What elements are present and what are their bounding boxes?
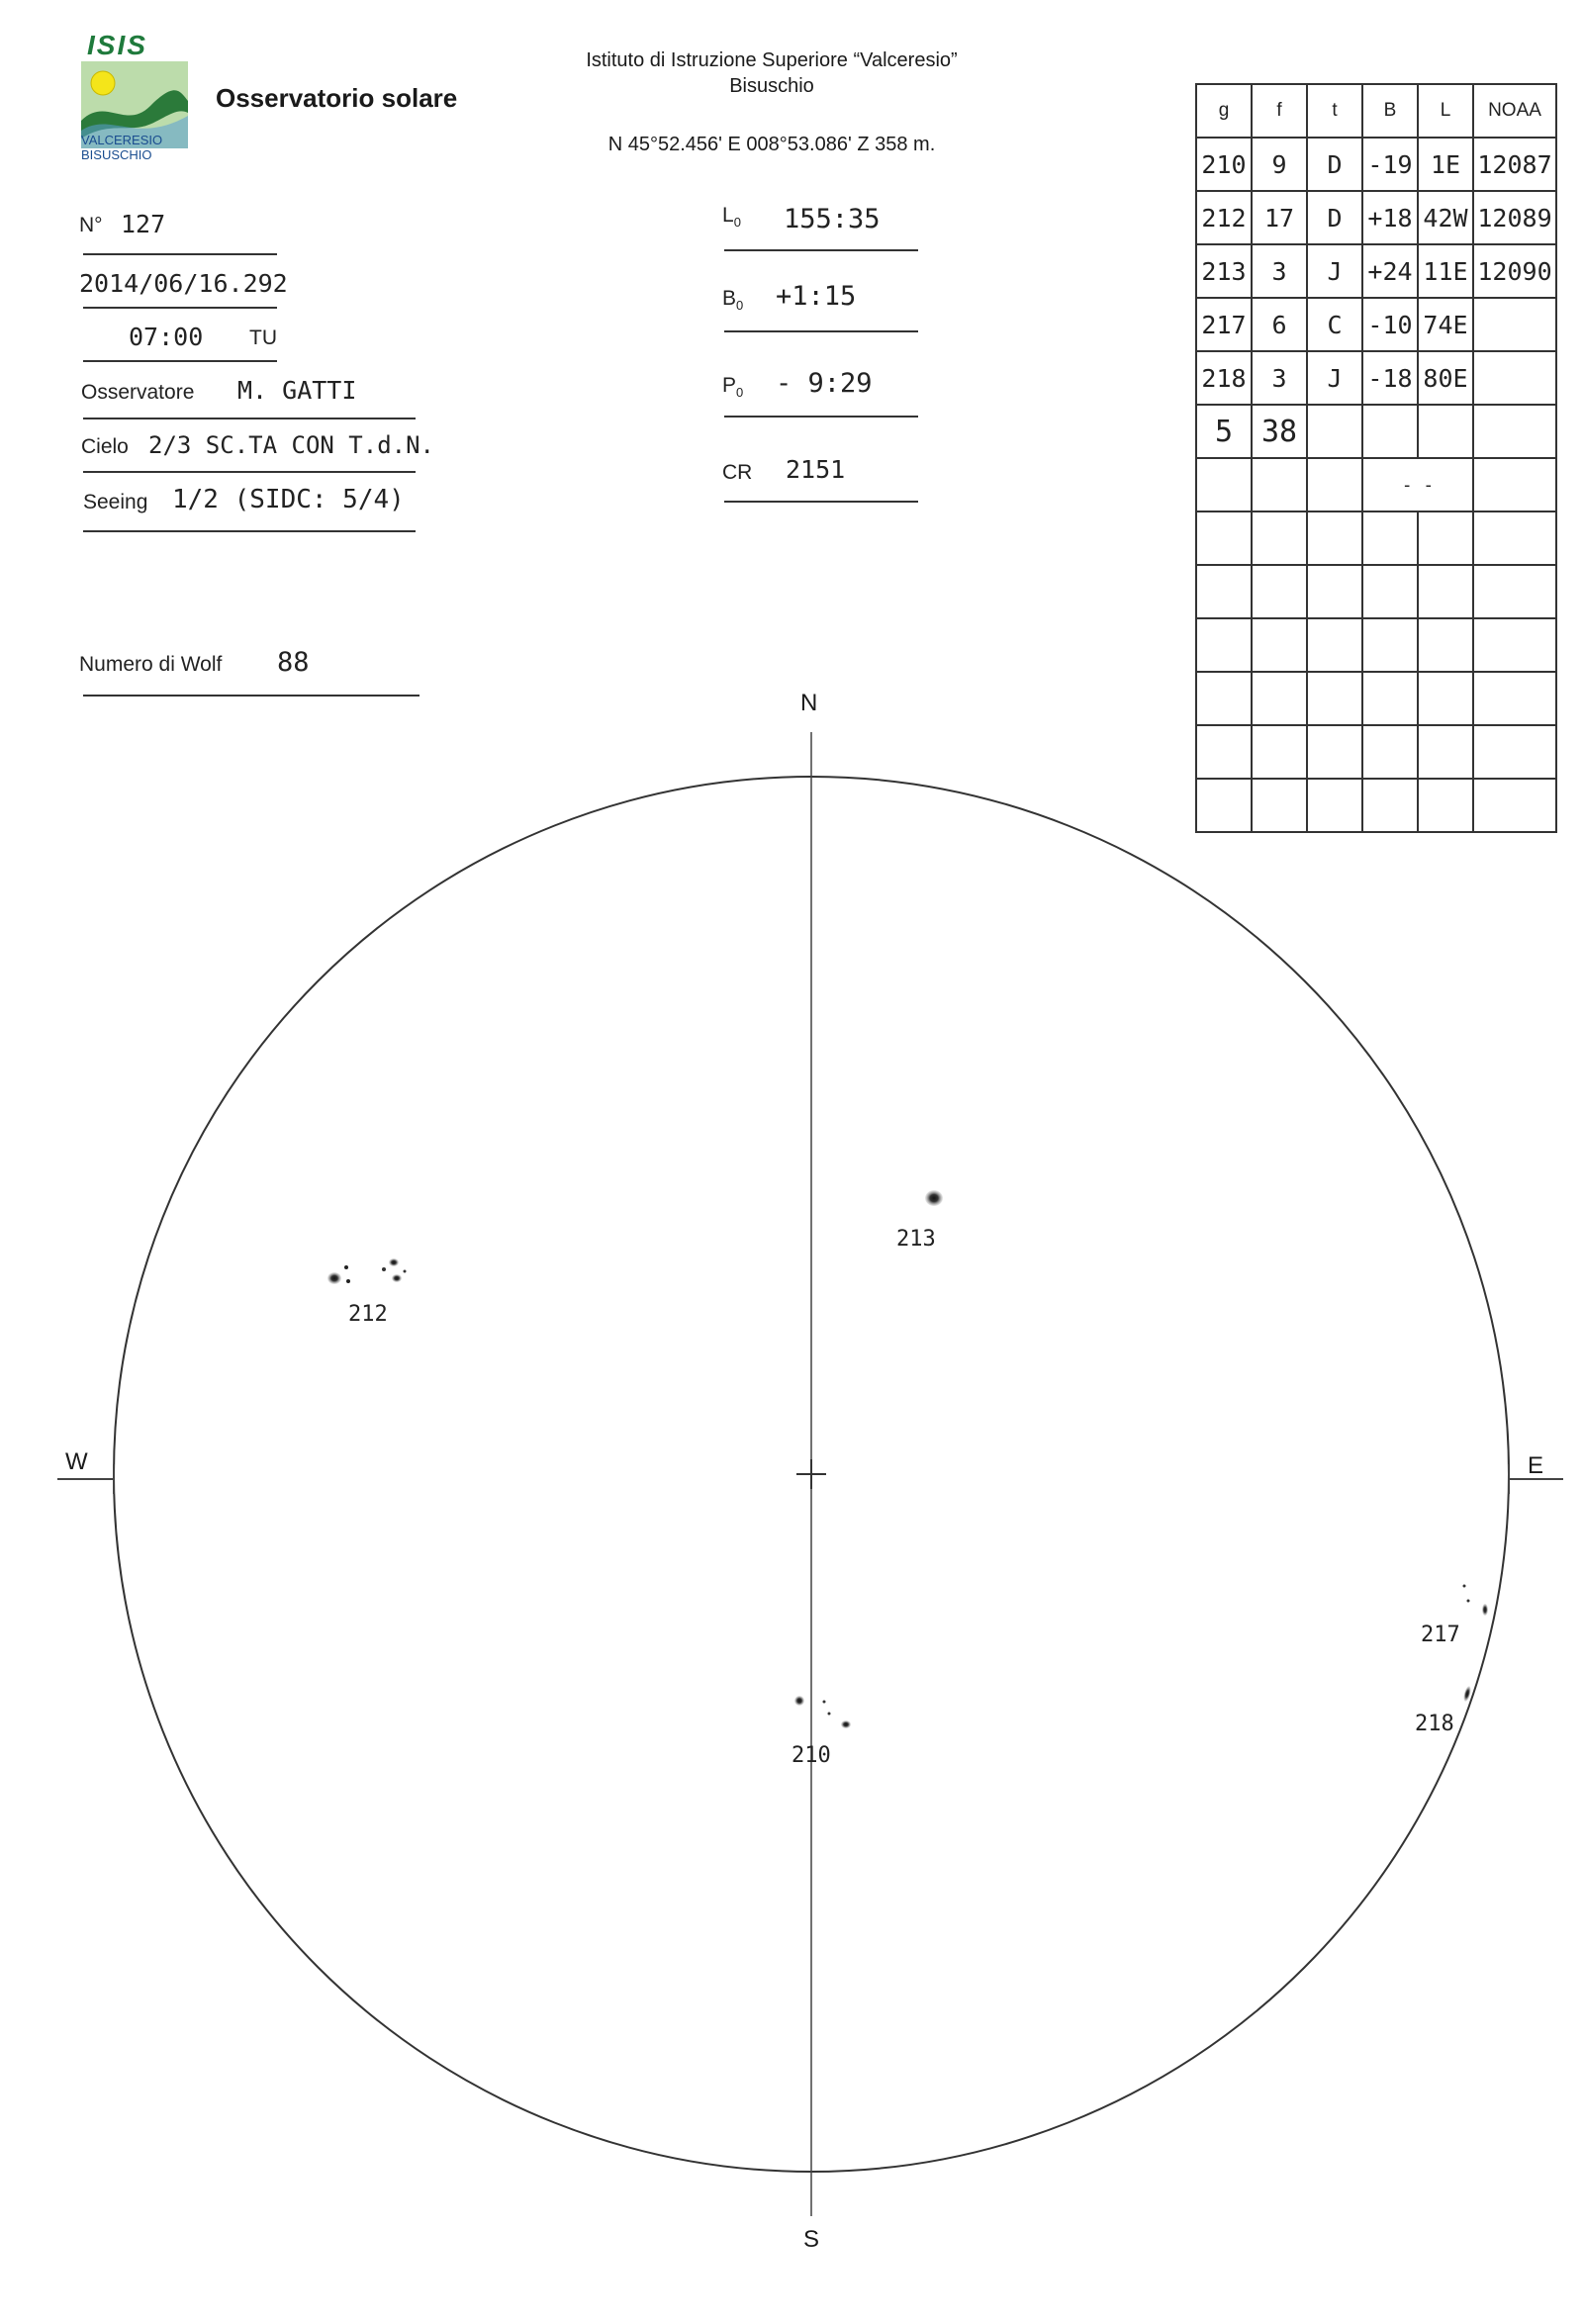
institute-name: Istituto di Istruzione Superiore “Valceresio”	[586, 49, 958, 71]
seeing-value: 1/2 (SIDC: 5/4)	[172, 485, 405, 514]
north-label: N	[800, 690, 818, 716]
observer-label: Osservatore	[81, 381, 195, 404]
table-cell: 213	[1196, 244, 1252, 298]
south-label: S	[803, 2226, 820, 2253]
b0-label: $B_0$	[722, 287, 744, 314]
table-header: g	[1196, 84, 1252, 138]
table-cell: 17	[1252, 191, 1307, 244]
table-cell: 3	[1252, 244, 1307, 298]
table-cell: 80E	[1418, 351, 1473, 405]
table-cell: J	[1307, 244, 1362, 298]
table-cell: D	[1307, 191, 1362, 244]
cr-value: 2151	[786, 455, 846, 484]
group-label-210: 210	[792, 1743, 831, 1768]
table-header: B	[1362, 84, 1418, 138]
observer-value: M. GATTI	[237, 376, 357, 405]
table-cell: 42W	[1418, 191, 1473, 244]
sky-value: 2/3 SC.TA CON T.d.N.	[148, 431, 434, 459]
table-cell: 11E	[1418, 244, 1473, 298]
date-value: 2014/06/16.292	[79, 269, 288, 298]
sunspot-group-210	[794, 1696, 851, 1728]
total-spots: 38	[1252, 405, 1307, 458]
table-cell: +18	[1362, 191, 1418, 244]
time-unit: TU	[249, 326, 277, 349]
table-cell: +24	[1362, 244, 1418, 298]
table-header: L	[1418, 84, 1473, 138]
table-cell: 210	[1196, 138, 1252, 191]
page-title: Osservatorio solare	[216, 83, 458, 113]
table-cell: C	[1307, 298, 1362, 351]
sky-label: Cielo	[81, 435, 129, 458]
p0-label: $P_0$	[722, 374, 744, 401]
table-cell: -18	[1362, 351, 1418, 405]
seeing-label: Seeing	[83, 491, 148, 513]
table-cell: -10	[1362, 298, 1418, 351]
time-value: 07:00	[129, 323, 204, 351]
table-cell: J	[1307, 351, 1362, 405]
b0-value: +1:15	[776, 281, 857, 312]
west-label: W	[65, 1448, 88, 1475]
sunspot-group-213	[925, 1190, 943, 1206]
table-cell: 12090	[1473, 244, 1556, 298]
table-cell: 212	[1196, 191, 1252, 244]
table-cell: 217	[1196, 298, 1252, 351]
table-cell: 12087	[1473, 138, 1556, 191]
table-cell: 3	[1252, 351, 1307, 405]
group-label-212: 212	[348, 1302, 388, 1327]
site-coordinates: N 45°52.456' E 008°53.086' Z 358 m.	[607, 134, 936, 155]
east-label: E	[1528, 1452, 1544, 1479]
sunspot-group-217	[1463, 1585, 1489, 1617]
sunspot-group-212	[327, 1258, 407, 1284]
institute-town: Bisuschio	[729, 75, 814, 97]
number-label: N°	[79, 214, 103, 236]
table-cell: 218	[1196, 351, 1252, 405]
table-header: NOAA	[1473, 84, 1556, 138]
group-label-213: 213	[896, 1227, 936, 1252]
table-cell: D	[1307, 138, 1362, 191]
number-value: 127	[121, 210, 166, 238]
wolf-value: 88	[277, 647, 310, 678]
group-label-218: 218	[1415, 1712, 1454, 1736]
l0-value: 155:35	[784, 204, 881, 234]
cr-label: CR	[722, 461, 753, 484]
table-cell: 12089	[1473, 191, 1556, 244]
p0-value: - 9:29	[776, 368, 873, 399]
group-label-217: 217	[1421, 1623, 1460, 1647]
logo-line1: VALCERESIO	[81, 133, 163, 147]
logo-name: ISIS	[87, 30, 147, 60]
table-cell: 74E	[1418, 298, 1473, 351]
wolf-label: Numero di Wolf	[79, 653, 223, 676]
table-cell: -19	[1362, 138, 1418, 191]
table-cell: 1E	[1418, 138, 1473, 191]
l0-label: $L_0$	[722, 204, 741, 231]
table-header: f	[1252, 84, 1307, 138]
table-mark: - -	[1362, 458, 1473, 511]
table-header: t	[1307, 84, 1362, 138]
total-groups: 5	[1196, 405, 1252, 458]
table-cell: 9	[1252, 138, 1307, 191]
table-cell: 6	[1252, 298, 1307, 351]
logo-line2: BISUSCHIO	[81, 147, 152, 162]
